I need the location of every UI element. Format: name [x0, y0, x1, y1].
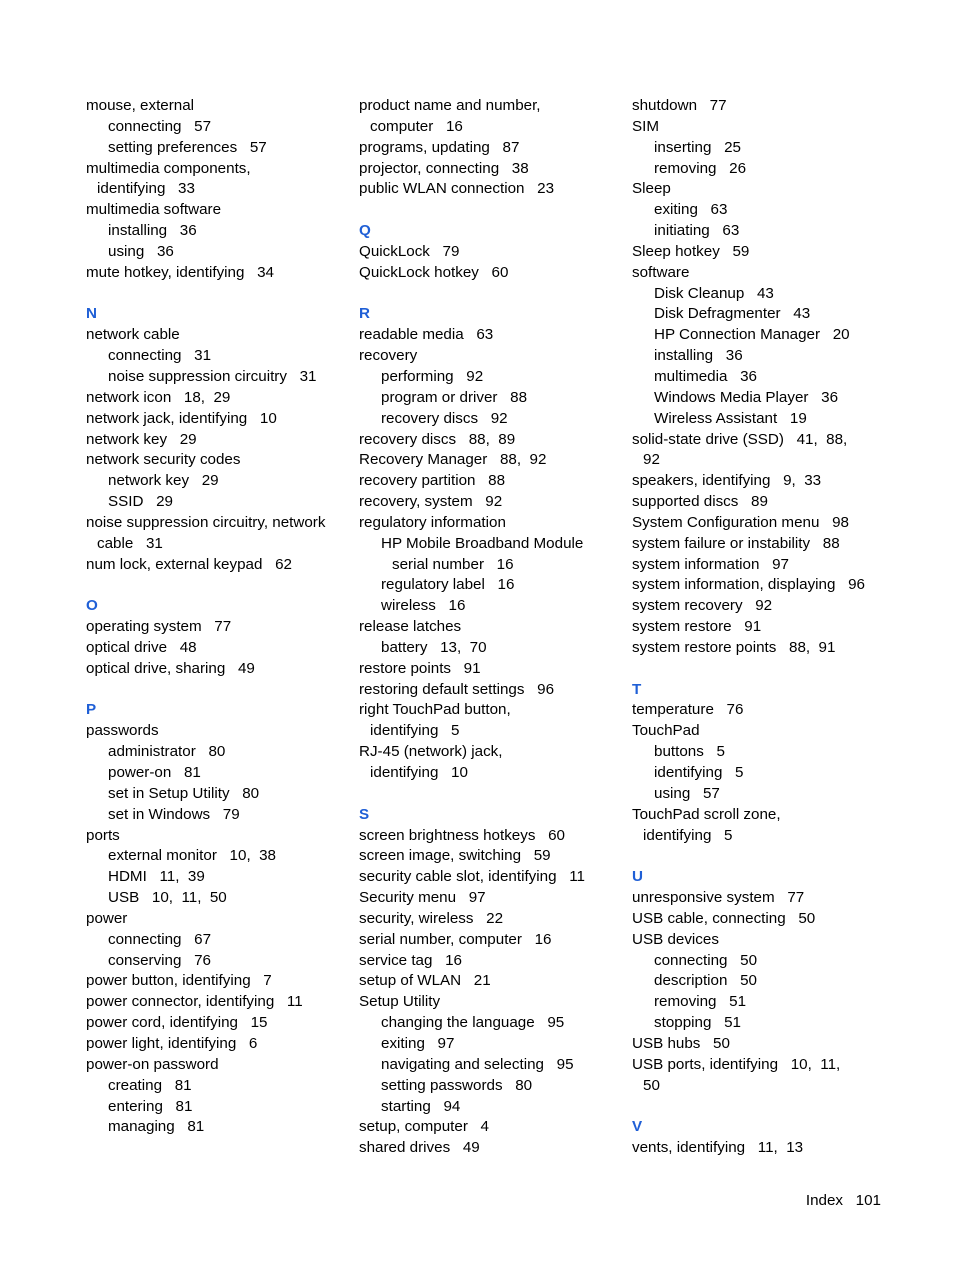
index-entry: entering 81 [108, 1097, 193, 1115]
index-entry: system failure or instability 88 [632, 534, 840, 552]
index-entry: power-on 81 [108, 764, 201, 781]
index-entry: system information, displaying 96 [632, 576, 865, 594]
index-entry: mouse, external [86, 97, 195, 114]
index-letter-heading: U [632, 868, 643, 886]
index-entry: connecting 57 [108, 117, 212, 135]
index-letter-heading: P [86, 701, 97, 719]
index-entry: changing the language 95 [381, 1014, 565, 1032]
index-entry: identifying 5 [370, 722, 460, 740]
index-entry: HDMI 11, 39 [108, 868, 205, 886]
index-entry: service tag 16 [359, 951, 462, 969]
index-entry: temperature 76 [632, 701, 744, 719]
index-entry: speakers, identifying 9, 33 [632, 472, 822, 490]
page-footer: Index 101 [805, 1192, 881, 1209]
index-entry: USB devices [632, 930, 719, 948]
index-entry: using 36 [108, 242, 174, 260]
index-entry: set in Windows 79 [108, 805, 240, 823]
spacer [632, 659, 894, 680]
spacer [359, 200, 621, 221]
index-entry: identifying 5 [643, 826, 733, 844]
index-entry: power light, identifying 6 [86, 1034, 258, 1052]
index-entry: identifying 5 [654, 764, 744, 781]
index-entry: HP Mobile Broadband Module [381, 534, 584, 552]
index-entry: supported discs 89 [632, 493, 768, 511]
index-entry: battery 13, 70 [381, 638, 487, 656]
index-entry: network security codes [86, 451, 241, 469]
index-entry: shared drives 49 [359, 1139, 480, 1157]
index-entry: restore points 91 [359, 659, 481, 677]
index-entry: security, wireless 22 [359, 909, 504, 927]
index-entry: Sleep hotkey 59 [632, 242, 750, 260]
index-entry: num lock, external keypad 62 [86, 555, 292, 573]
index-entry: administrator 80 [108, 743, 226, 761]
index-entry: system information 97 [632, 555, 789, 573]
index-entry: inserting 25 [654, 138, 741, 156]
index-entry: system recovery 92 [632, 597, 773, 615]
index-entry: Wireless Assistant 19 [654, 409, 807, 427]
index-entry: solid-state drive (SSD) 41, 88, [632, 430, 848, 448]
index-entry: noise suppression circuitry 31 [108, 367, 317, 385]
index-entry: regulatory label 16 [381, 576, 515, 594]
index-entry: Recovery Manager 88, 92 [359, 451, 547, 469]
index-letter-heading: T [632, 680, 642, 698]
spacer [359, 284, 621, 305]
index-entry: HP Connection Manager 20 [654, 326, 850, 344]
index-letter-heading: R [359, 305, 370, 323]
index-entry: power connector, identifying 11 [86, 993, 303, 1011]
index-entry: exiting 97 [381, 1034, 455, 1052]
index-entry: regulatory information [359, 513, 506, 531]
index-entry: stopping 51 [654, 1014, 741, 1032]
index-entry: wireless 16 [381, 597, 466, 615]
index-letter-heading: S [359, 805, 370, 823]
index-letter-heading: O [86, 597, 98, 615]
index-entry: identifying 10 [370, 764, 468, 781]
index-entry: installing 36 [108, 222, 197, 240]
index-entry: identifying 33 [97, 180, 195, 198]
index-entry: screen image, switching 59 [359, 847, 551, 865]
index-entry: operating system 77 [86, 618, 232, 636]
index-entry: setup, computer 4 [359, 1118, 490, 1136]
index-entry: Sleep [632, 180, 671, 198]
index-entry: multimedia components, [86, 159, 251, 177]
index-entry: initiating 63 [654, 222, 740, 240]
index-letter-heading: Q [359, 222, 371, 240]
index-entry: RJ-45 (network) jack, [359, 743, 503, 761]
index-entry: performing 92 [381, 367, 484, 385]
index-entry: USB hubs 50 [632, 1034, 730, 1052]
index-entry: network jack, identifying 10 [86, 409, 277, 427]
index-entry: multimedia 36 [654, 367, 757, 385]
index-entry: serial number 16 [392, 555, 514, 573]
index-letter-heading: V [632, 1118, 643, 1136]
index-entry: external monitor 10, 38 [108, 847, 276, 865]
index-entry: managing 81 [108, 1118, 205, 1136]
index-entry: navigating and selecting 95 [381, 1055, 574, 1073]
index-entry: multimedia software [86, 201, 222, 219]
index-entry: system restore 91 [632, 618, 762, 636]
index-entry: connecting 31 [108, 347, 212, 365]
index-entry: removing 51 [654, 993, 747, 1011]
index-entry: ports [86, 826, 120, 844]
index-entry: public WLAN connection 23 [359, 180, 555, 198]
index-entry: serial number, computer 16 [359, 930, 552, 948]
index-entry: SSID 29 [108, 493, 173, 511]
index-entry: set in Setup Utility 80 [108, 784, 260, 802]
index-entry: right TouchPad button, [359, 701, 511, 719]
index-entry: power [86, 909, 128, 927]
index-entry: USB 10, 11, 50 [108, 889, 227, 907]
index-entry: screen brightness hotkeys 60 [359, 826, 565, 844]
index-entry: Windows Media Player 36 [654, 388, 839, 406]
index-entry: cable 31 [97, 534, 163, 552]
index-entry: power cord, identifying 15 [86, 1014, 268, 1032]
index-entry: recovery [359, 347, 418, 365]
index-entry: recovery discs 92 [381, 409, 508, 427]
index-column-2 [359, 96, 621, 1159]
index-entry: network cable [86, 326, 180, 344]
index-entry: description 50 [654, 972, 757, 990]
index-entry: 50 [643, 1076, 660, 1094]
index-entry: optical drive 48 [86, 638, 197, 656]
index-entry: optical drive, sharing 49 [86, 659, 255, 677]
index-entry: setup of WLAN 21 [359, 972, 491, 990]
index-entry: QuickLock 79 [359, 242, 460, 260]
index-entry: Security menu 97 [359, 889, 486, 907]
index-entry: System Configuration menu 98 [632, 513, 849, 531]
index-entry: software [632, 263, 690, 281]
index-entry: mute hotkey, identifying 34 [86, 263, 274, 281]
index-entry: setting preferences 57 [108, 138, 267, 156]
index-entry: projector, connecting 38 [359, 159, 529, 177]
index-entry: connecting 67 [108, 930, 212, 948]
index-entry: noise suppression circuitry, network [86, 513, 326, 531]
index-entry: restoring default settings 96 [359, 680, 555, 698]
index-entry: system restore points 88, 91 [632, 638, 836, 656]
index-entry: passwords [86, 722, 159, 740]
index-entry: Disk Cleanup 43 [654, 284, 774, 302]
index-entry: Setup Utility [359, 993, 441, 1011]
index-entry: conserving 76 [108, 951, 211, 969]
index-entry: 92 [643, 451, 660, 469]
index-entry: recovery discs 88, 89 [359, 430, 516, 448]
index-entry: shutdown 77 [632, 97, 727, 114]
index-column-3 [632, 96, 894, 1159]
index-entry: security cable slot, identifying 11 [359, 868, 585, 886]
index-entry: SIM [632, 117, 660, 135]
index-entry: QuickLock hotkey 60 [359, 263, 509, 281]
spacer [632, 846, 894, 867]
index-entry: unresponsive system 77 [632, 889, 805, 907]
index-entry: Disk Defragmenter 43 [654, 305, 811, 323]
index-entry: power-on password [86, 1055, 219, 1073]
index-entry: release latches [359, 618, 462, 636]
index-entry: USB cable, connecting 50 [632, 909, 816, 927]
index-entry: TouchPad scroll zone, [632, 805, 781, 823]
index-entry: installing 36 [654, 347, 743, 365]
spacer [86, 284, 348, 305]
index-entry: creating 81 [108, 1076, 192, 1094]
index-entry: vents, identifying 11, 13 [632, 1139, 804, 1157]
index-entry: TouchPad [632, 722, 700, 740]
index-entry: buttons 5 [654, 743, 725, 761]
index-entry: computer 16 [370, 117, 463, 135]
spacer [86, 680, 348, 701]
index-letter-heading: N [86, 305, 97, 323]
index-entry: recovery, system 92 [359, 493, 503, 511]
index-entry: starting 94 [381, 1097, 461, 1115]
index-entry: removing 26 [654, 159, 747, 177]
index-entry: using 57 [654, 784, 720, 802]
index-entry: program or driver 88 [381, 388, 528, 406]
index-entry: network key 29 [108, 472, 219, 490]
index-entry: USB ports, identifying 10, 11, [632, 1055, 841, 1073]
index-entry: recovery partition 88 [359, 472, 506, 490]
spacer [86, 575, 348, 596]
index-entry: network icon 18, 29 [86, 388, 231, 406]
spacer [632, 1097, 894, 1118]
index-entry: readable media 63 [359, 326, 494, 344]
index-entry: exiting 63 [654, 201, 728, 219]
index-entry: connecting 50 [654, 951, 758, 969]
index-entry: setting passwords 80 [381, 1076, 533, 1094]
index-entry: product name and number, [359, 97, 541, 114]
index-column-1 [86, 96, 348, 1138]
spacer [359, 784, 621, 805]
index-entry: programs, updating 87 [359, 138, 520, 156]
index-entry: network key 29 [86, 430, 197, 448]
index-entry: power button, identifying 7 [86, 972, 272, 990]
